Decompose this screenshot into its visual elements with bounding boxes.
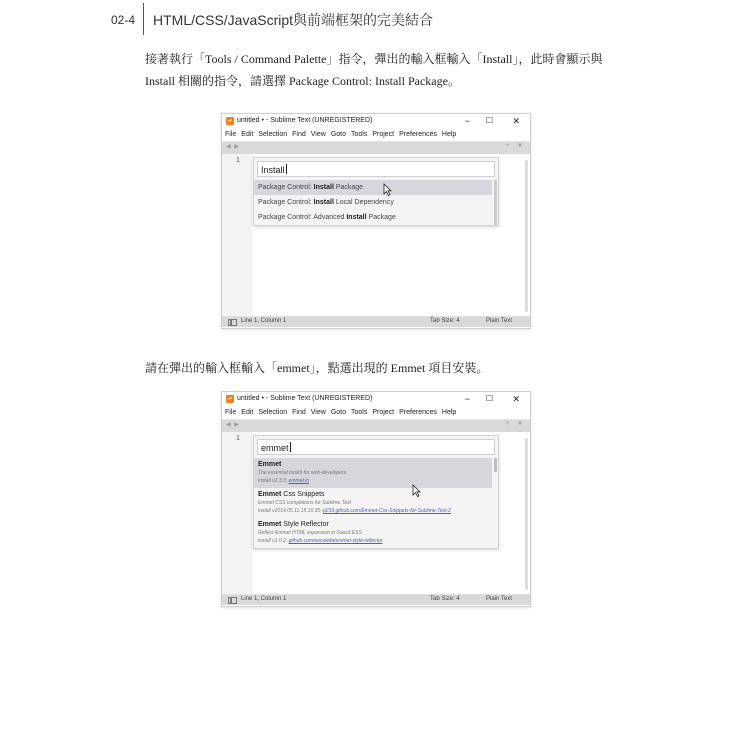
sublime-app-icon (226, 117, 234, 125)
menu-file[interactable]: File (225, 409, 237, 416)
menu-preferences[interactable]: Preferences (399, 409, 437, 416)
window-title: untitled • - Sublime Text (UNREGISTERED) (237, 117, 373, 124)
line-number: 1 (236, 435, 240, 442)
maximize-button[interactable]: ☐ (485, 116, 493, 125)
window-title: untitled • - Sublime Text (UNREGISTERED) (237, 395, 373, 402)
close-button[interactable]: ✕ (512, 116, 520, 126)
page-header (0, 0, 750, 40)
menu-file[interactable]: File (225, 131, 237, 138)
item-homepage-link[interactable]: p233.github.com/Emmet-Css-Snippets-for-Sublime-Text-2 (322, 508, 452, 514)
title-bar (222, 114, 530, 129)
item-prefix: Package Control: (258, 184, 314, 191)
palette-input[interactable] (257, 439, 495, 455)
menu-project[interactable]: Project (372, 131, 395, 138)
status-syntax[interactable]: Plain Text (486, 596, 512, 602)
instruction-paragraph-2: 請在彈出的輸入框輸入「emmet」，點選出現的 Emmet 項目安裝。 (145, 361, 489, 375)
sublime-app-icon (226, 395, 234, 403)
menu-goto[interactable]: Goto (330, 409, 346, 416)
menu-goto[interactable]: Goto (330, 131, 346, 138)
item-description: Reflect Emmet HTML expansion in Sass/LESS (258, 530, 362, 536)
page-number: 02-4 (111, 13, 136, 27)
command-palette (253, 435, 499, 549)
menu-find[interactable]: Find (292, 409, 306, 416)
menu-help[interactable]: Help (441, 131, 457, 138)
item-prefix: Package Control: (258, 199, 314, 206)
menu-project[interactable]: Project (372, 409, 395, 416)
editor-area[interactable] (222, 432, 530, 594)
tab-nav-arrows-icon[interactable]: ◀ ▶ (226, 144, 240, 150)
menu-view[interactable]: View (310, 409, 326, 416)
package-item-emmet[interactable] (254, 458, 492, 488)
item-suffix: Local Dependency (333, 199, 394, 206)
status-bar (222, 316, 530, 327)
menu-view[interactable]: View (310, 131, 326, 138)
sublime-window-install (221, 113, 531, 329)
palette-query: emmet (261, 443, 289, 453)
status-syntax[interactable]: Plain Text (486, 318, 512, 324)
sublime-window-emmet (221, 391, 531, 607)
item-match: Install (313, 184, 334, 191)
palette-item-advanced-install-package[interactable] (254, 210, 492, 225)
status-tab-size[interactable]: Tab Size: 4 (430, 596, 460, 602)
title-bar (222, 392, 530, 407)
item-version: install v2014.05.11.15.10.35; (258, 508, 323, 514)
maximize-button[interactable]: ☐ (485, 394, 493, 403)
status-position: Line 1, Column 1 (241, 318, 287, 324)
status-bar (222, 594, 530, 605)
item-match: Emmet (258, 491, 282, 498)
palette-scrollbar[interactable] (494, 180, 497, 225)
tab-bar (222, 419, 530, 432)
menu-preferences[interactable]: Preferences (399, 131, 437, 138)
item-homepage-link[interactable]: emmet.io (288, 478, 310, 484)
text-caret (286, 164, 287, 174)
item-match: Install (346, 214, 367, 221)
item-description: Emmet CSS completions for Sublime Text (258, 500, 351, 506)
tab-actions-icon[interactable]: + ▼ (505, 143, 526, 149)
item-match: Emmet (258, 521, 282, 528)
package-item-emmet-css-snippets[interactable] (254, 488, 492, 518)
palette-results (254, 180, 498, 225)
tab-nav-arrows-icon[interactable]: ◀ ▶ (226, 422, 240, 428)
close-button[interactable]: ✕ (512, 394, 520, 404)
item-suffix: Package (333, 184, 364, 191)
item-version: install v2.3.3; (258, 478, 289, 484)
minimize-button[interactable]: − (464, 116, 470, 126)
status-position: Line 1, Column 1 (241, 596, 287, 602)
menu-bar (222, 129, 530, 141)
palette-item-install-local-dependency[interactable] (254, 195, 492, 210)
menu-selection[interactable]: Selection (258, 409, 288, 416)
instruction-paragraph-1: 接著執行「Tools / Command Palette」指令，彈出的輸入框輸入「Install」，此時會顯示與 Install 相關的指令，請選擇 Package Control: Install Package。 (145, 52, 603, 88)
command-palette (253, 157, 499, 226)
palette-query: Install (261, 165, 285, 175)
menu-edit[interactable]: Edit (241, 409, 254, 416)
palette-item-install-package[interactable] (254, 180, 492, 195)
menu-tools[interactable]: Tools (351, 131, 368, 138)
item-version: install v1.0.2; (258, 538, 289, 544)
item-match: Emmet (258, 461, 282, 468)
item-suffix: Package (366, 214, 396, 221)
item-title-rest: Css Snippets (281, 491, 325, 498)
menu-tools[interactable]: Tools (351, 409, 368, 416)
item-description: The essential toolkit for web-developers (258, 470, 347, 476)
line-number: 1 (236, 157, 240, 164)
editor-scrollbar[interactable] (525, 160, 528, 312)
menu-help[interactable]: Help (441, 409, 457, 416)
editor-area[interactable] (222, 154, 530, 316)
item-title-rest: Style Reflector (281, 521, 329, 528)
header-divider (143, 3, 144, 35)
line-gutter (222, 432, 252, 594)
menu-selection[interactable]: Selection (258, 131, 288, 138)
item-homepage-link[interactable]: github.com/eecolella/emmet-style-reflector (288, 538, 383, 544)
palette-input[interactable] (257, 161, 495, 177)
line-gutter (222, 154, 252, 316)
panel-toggle-icon[interactable] (228, 319, 237, 326)
editor-scrollbar[interactable] (525, 438, 528, 590)
palette-results (254, 458, 498, 548)
menu-bar (222, 407, 530, 419)
item-prefix: Package Control: Advanced (258, 214, 347, 221)
book-title: HTML/CSS/JavaScript與前端框架的完美結合 (153, 12, 434, 28)
minimize-button[interactable]: − (464, 394, 470, 404)
item-match: Install (313, 199, 334, 206)
text-caret (290, 442, 291, 452)
package-item-emmet-style-reflector[interactable] (254, 518, 492, 548)
tab-actions-icon[interactable]: + ▼ (505, 421, 526, 427)
palette-scrollbar[interactable] (494, 458, 497, 472)
menu-edit[interactable]: Edit (241, 131, 254, 138)
panel-toggle-icon[interactable] (228, 597, 237, 604)
status-tab-size[interactable]: Tab Size: 4 (430, 318, 460, 324)
tab-bar (222, 141, 530, 154)
menu-find[interactable]: Find (292, 131, 306, 138)
